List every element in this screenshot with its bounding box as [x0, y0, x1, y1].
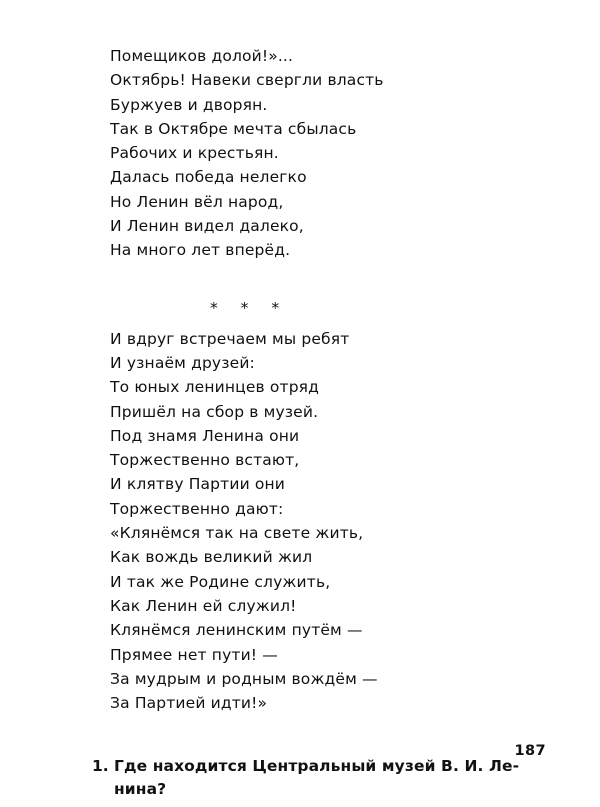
- verse-line: Торжественно встают,: [110, 451, 300, 470]
- question-number: 1.: [92, 757, 109, 776]
- stanza-separator: * * *: [210, 298, 289, 317]
- verse-line: За мудрым и родным вождём —: [110, 669, 378, 688]
- verse-line: Рабочих и крестьян.: [110, 144, 279, 163]
- verse-line: «Клянёмся так на свете жить,: [110, 524, 364, 543]
- verse-line: То юных ленинцев отряд: [110, 378, 320, 397]
- question-text: Где находится Центральный музей В. И. Ленина?: [114, 757, 520, 799]
- verse-line: Октябрь! Навеки свергли власть: [110, 71, 384, 90]
- verse-line: И Ленин видел далеко,: [110, 217, 304, 236]
- page-number: 187: [514, 743, 546, 759]
- verse-line: Далась победа нелегко: [110, 168, 307, 187]
- verse-line: На много лет вперёд.: [110, 241, 291, 260]
- verse-line: Пришёл на сбор в музей.: [110, 402, 319, 421]
- poem-stanza-2: [110, 327, 552, 716]
- verse-line: Как Ленин ей служил!: [110, 596, 297, 615]
- poem-stanza-1: [110, 44, 552, 263]
- verse-line: Но Ленин вёл народ,: [110, 192, 284, 211]
- verse-line: И так же Родине служить,: [110, 572, 331, 591]
- verse-line: Торжественно дают:: [110, 499, 284, 518]
- verse-line: Под знамя Ленина они: [110, 426, 300, 445]
- stanza-gap: [48, 263, 552, 287]
- verse-line: Как вождь великий жил: [110, 548, 313, 567]
- verse-line: И вдруг встречаем мы ребят: [110, 329, 350, 348]
- verse-line: Помещиков долой!»...: [110, 47, 294, 65]
- verse-line: Клянёмся ленинским путём —: [110, 621, 363, 640]
- verse-line: За Партией идти!»: [110, 694, 268, 713]
- verse-line: И узнаём друзей:: [110, 353, 255, 372]
- verse-line: И клятву Партии они: [110, 475, 286, 494]
- question-item: [92, 755, 552, 801]
- verse-line: Так в Октябре мечта сбылась: [110, 119, 357, 138]
- verse-line: Буржуев и дворян.: [110, 95, 268, 114]
- verse-line: Прямее нет пути! —: [110, 645, 278, 664]
